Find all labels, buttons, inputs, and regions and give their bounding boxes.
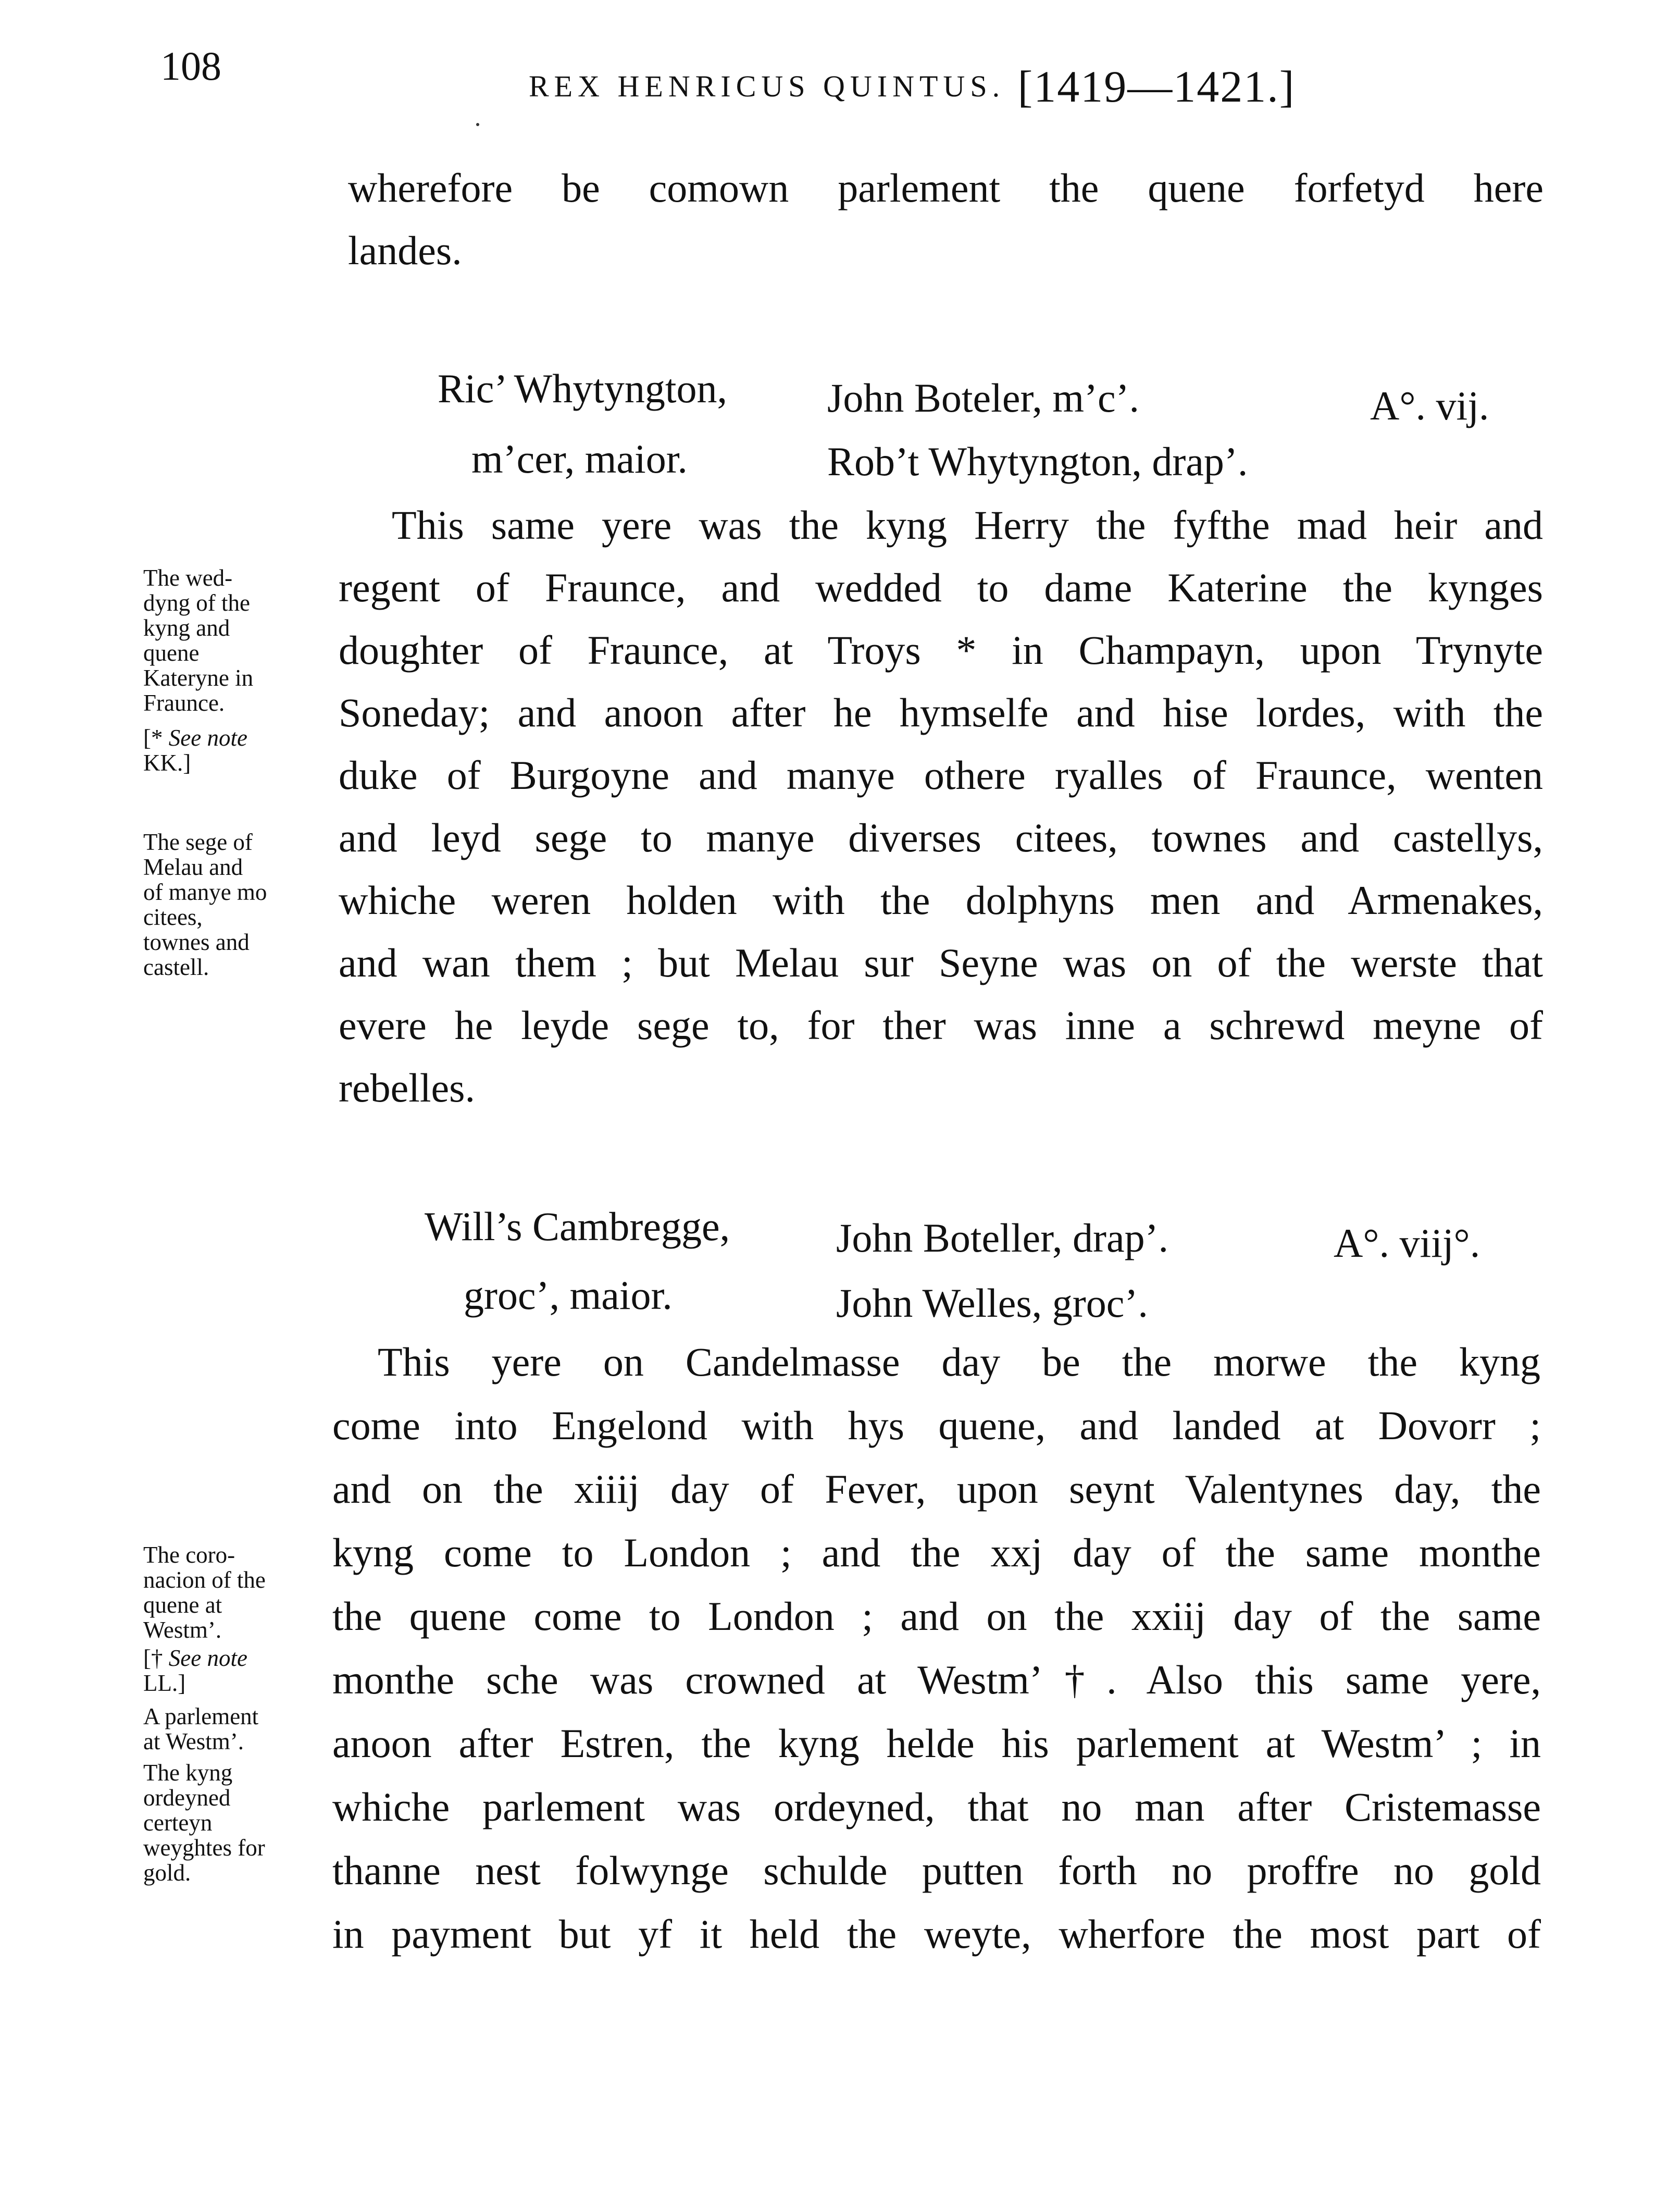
- entry2-line: whiche parlement was ordeyned, that no man after Cristemasse: [332, 1784, 1541, 1829]
- entry1-line: Soneday; and anoon after he hymselfe and hise lordes, with the: [339, 690, 1543, 735]
- entry2-sheriff1: John Boteller, drap’.: [836, 1215, 1169, 1260]
- entry2-mayor-line1: Will’s Cambregge,: [425, 1204, 730, 1249]
- note-line: quene at: [143, 1592, 222, 1618]
- margin-note-siege: [143, 830, 331, 980]
- note-line: weyghtes for: [143, 1835, 265, 1861]
- entry2-line: the quene come to London ; and on the xxiij day of the same: [332, 1593, 1541, 1639]
- entry1-mayor-line2: m’cer, maior.: [471, 436, 688, 481]
- entry2-line: monthe sche was crowned at Westm’†. Also this same yere,: [332, 1657, 1541, 1702]
- note-line: dyng of the: [143, 590, 250, 616]
- note-line: gold.: [143, 1860, 191, 1886]
- note-line: certeyn: [143, 1810, 213, 1836]
- note-line: Fraunce.: [143, 690, 225, 716]
- note-line: townes and: [143, 929, 250, 955]
- entry1-line: evere he leyde sege to, for ther was inne a schrewd meyne of: [339, 1003, 1543, 1048]
- note-line: quene: [143, 640, 200, 666]
- note-line: citees,: [143, 904, 203, 930]
- margin-note-ref-ll: [143, 1646, 331, 1696]
- entry1-year: A°. vij.: [1370, 383, 1489, 428]
- running-title: [529, 55, 1296, 112]
- page-number: 108: [160, 43, 221, 89]
- note-line: Melau and: [143, 854, 243, 880]
- note-line: LL.]: [143, 1670, 186, 1696]
- note-line: castell.: [143, 954, 209, 980]
- entry1-line: whiche weren holden with the dolphyns men and Armenakes,: [339, 877, 1543, 923]
- note-line: nacion of the: [143, 1567, 266, 1593]
- note-line: kyng and: [143, 615, 230, 641]
- intro-line: landes.: [348, 228, 462, 273]
- entry2-line: anoon after Estren, the kyng helde his parlement at Westm’ ; in: [332, 1721, 1541, 1766]
- intro-line: wherefore be comown parlement the quene forfetyd here: [348, 165, 1544, 211]
- note-line: The sege of: [143, 829, 253, 855]
- note-line: at Westm’.: [143, 1728, 244, 1754]
- running-title-years: [1419—1421.]: [1017, 61, 1296, 112]
- margin-note-wedding: [143, 565, 331, 715]
- note-ref-mark: [*: [143, 725, 169, 751]
- entry1-line: and wan them ; but Melau sur Seyne was on of the werste that: [339, 940, 1543, 985]
- ink-speck: [476, 123, 479, 126]
- note-ref-text: See note: [168, 1645, 247, 1671]
- entry1-line: regent of Fraunce, and wedded to dame Katerine the kynges: [339, 565, 1543, 610]
- entry2-line: This yere on Candelmasse day be the morwe the kyng: [378, 1339, 1540, 1384]
- entry2-line: in payment but yf it held the weyte, wherfore the most part of: [332, 1911, 1541, 1957]
- entry1-line: This same yere was the kyng Herry the fyfthe mad heir and: [392, 502, 1543, 548]
- entry1-sheriff2: Rob’t Whytyngton, drap’.: [827, 439, 1248, 484]
- note-line: of manye mo: [143, 879, 267, 905]
- entry2-line: and on the xiiij day of Fever, upon seynt Valentynes day, the: [332, 1466, 1541, 1512]
- note-line: The coro-: [143, 1542, 235, 1568]
- entry2-line: come into Engelond with hys quene, and landed at Dovorr ;: [332, 1403, 1541, 1448]
- margin-note-parlement: [143, 1704, 331, 1754]
- entry2-line: kyng come to London ; and the xxj day of the same monthe: [332, 1530, 1541, 1575]
- entry1-mayor-line1: Ric’ Whytyngton,: [438, 366, 728, 411]
- note-line: A parlement: [143, 1703, 259, 1729]
- note-line: Westm’.: [143, 1617, 222, 1643]
- margin-note-weights: [143, 1760, 331, 1885]
- note-line: The wed-: [143, 565, 233, 591]
- entry1-line: and leyd sege to manye diverses citees, townes and castellys,: [339, 815, 1543, 860]
- note-line: ordeyned: [143, 1785, 231, 1811]
- entry2-sheriff2: John Welles, groc’.: [836, 1280, 1148, 1326]
- entry2-mayor-line2: groc’, maior.: [464, 1272, 673, 1318]
- entry2-line: thanne nest folwynge schulde putten forth no proffre no gold: [332, 1848, 1541, 1893]
- margin-note-ref-kk: [143, 725, 331, 775]
- entry2-year: A°. viij°.: [1334, 1220, 1480, 1266]
- note-line: KK.]: [143, 750, 191, 776]
- note-line: [143, 1646, 331, 1671]
- entry1-sheriff1: John Boteler, m’c’.: [827, 375, 1140, 421]
- note-ref-text: See note: [168, 725, 247, 751]
- entry1-line: doughter of Fraunce, at Troys * in Champayn, upon Trynyte: [339, 627, 1543, 673]
- entry1-line: rebelles.: [339, 1065, 476, 1110]
- entry1-line: duke of Burgoyne and manye othere ryalles of Fraunce, wenten: [339, 752, 1543, 798]
- note-line: Kateryne in: [143, 665, 254, 691]
- note-line: The kyng: [143, 1760, 233, 1786]
- note-ref-mark: [†: [143, 1645, 169, 1671]
- margin-note-coronation: [143, 1542, 331, 1642]
- note-line: [143, 725, 331, 750]
- running-title-text: REX HENRICUS QUINTUS.: [529, 69, 1005, 103]
